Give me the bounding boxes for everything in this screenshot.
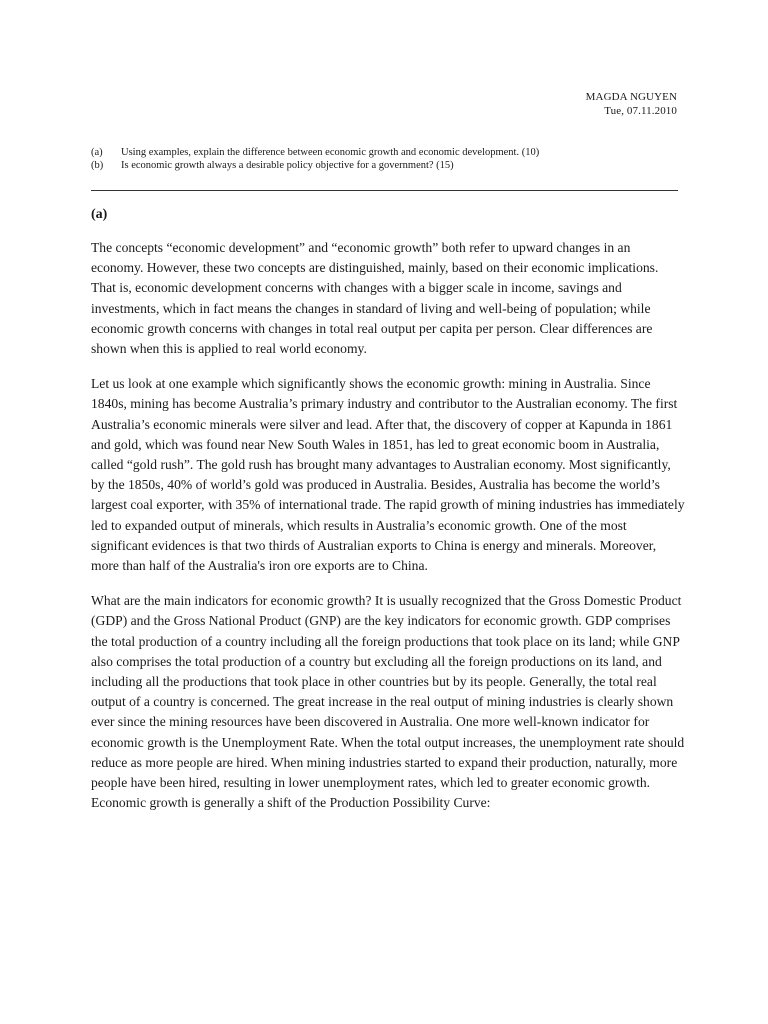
question-label: (a) [91, 147, 103, 158]
body-paragraph: What are the main indicators for economic growth? It is usually recognized that the Gross Domestic Product (GDP) and the Gross National Product (GNP) are the key indicators for economic growth. GDP comprises the total production of a country including all the foreign productions that took place on its land; while GNP also comprises the total production of a country but excluding all the foreign productions on its land, and including all the productions that took place in other countries but by its people. Generally, the total real output of a country is concerned. The great increase in the real output of mining industries is clearly shown ever since the mining resources have been discovered in Australia. One more well-known indicator for economic growth is the Unemployment Rate. When the total output increases, the unemployment rate should reduce as more people are hired. When mining industries started to expand their production, naturally, more people have been hired, resulting in lower unemployment rates, which led to greater economic growth. Economic growth is generally a shift of the Production Possibility Curve: [91, 593, 685, 811]
question-text: Is economic growth always a desirable policy objective for a government? (15) [121, 160, 454, 171]
question-item [91, 159, 681, 172]
author-name: MAGDA NGUYEN [585, 91, 677, 103]
body-paragraph: Let us look at one example which significantly shows the economic growth: mining in Australia. Since 1840s, mining has become Australia’s primary industry and contributor to the Australian economy. The first Australia’s economic minerals were silver and lead. After that, the discovery of copper at Kapunda in 1861 and gold, which was found near New South Wales in 1851, has led to great economic boom in Australia, called “gold rush”. The gold rush has brought many advantages to Australian economy. Most significantly, by the 1850s, 40% of world’s gold was produced in Australia. Besides, Australia has become the world’s largest coal exporter, with 35% of international trade. The rapid growth of mining industries has immediately led to expanded output of minerals, which results in Australia’s economic growth. One of the most significant evidences is that two thirds of Australian exports to China is energy and minerals. Moreover, more than half of the Australia's iron ore exports are to China. [91, 376, 685, 574]
document-body [91, 206, 686, 828]
horizontal-divider [91, 190, 678, 191]
document-date: Tue, 07.11.2010 [604, 105, 677, 117]
question-list [91, 146, 681, 172]
document-header [586, 90, 677, 118]
section-heading: (a) [91, 207, 108, 222]
body-paragraph: The concepts “economic development” and “economic growth” both refer to upward changes in an economy. However, these two concepts are distinguished, mainly, based on their economic implications. That is, economic development concerns with changes with a bigger scale in income, savings and investments, which in fact means the changes in standard of living and well-being of population; while economic growth concerns with changes in total real output per capita per person. Clear differences are shown when this is applied to real world economy. [91, 240, 659, 357]
question-label: (b) [91, 160, 104, 171]
question-text: Using examples, explain the difference between economic growth and economic development. (10) [121, 147, 540, 158]
question-item [91, 146, 681, 159]
